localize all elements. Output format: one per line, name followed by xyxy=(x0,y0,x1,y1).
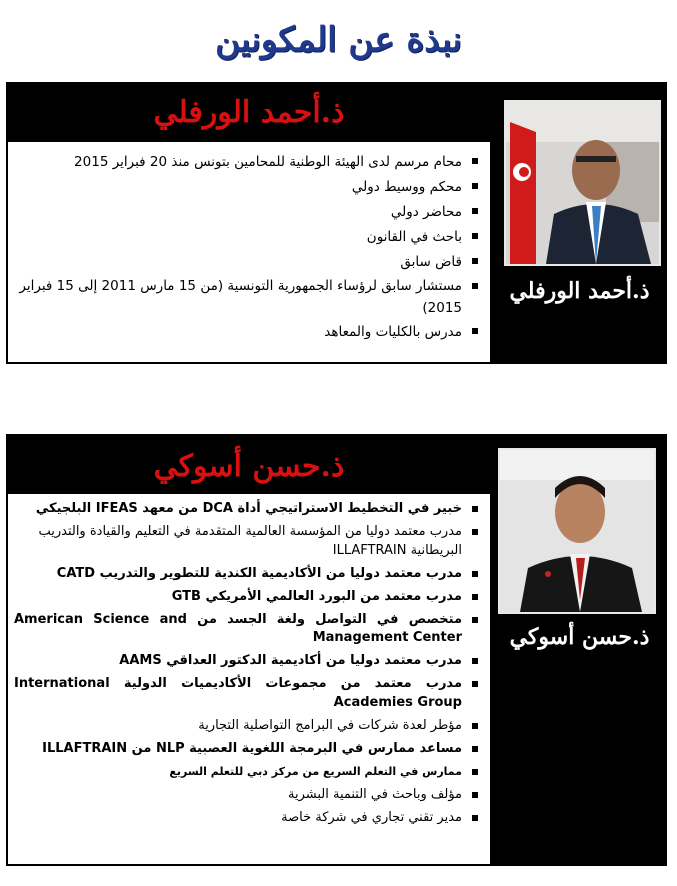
square-bullet-icon xyxy=(472,233,478,239)
list-item: مستشار سابق لرؤساء الجمهورية التونسية (من 15 مارس 2011 إلى 15 فبراير 2015) xyxy=(14,275,480,319)
square-bullet-icon xyxy=(472,183,478,189)
trainer-bio-panel xyxy=(6,434,492,866)
trainer-card xyxy=(6,434,667,866)
portrait-illustration xyxy=(506,102,659,264)
list-item: مدرب معتمد دوليا من المؤسسة العالمية المتقدمة في التعليم والقيادة والتدريب البريطانية ILLAFTRAIN xyxy=(14,523,480,560)
list-item: مدير تقني تجاري في شركة خاصة xyxy=(14,809,480,828)
list-item: مدرب معتمد من مجموعات الأكاديميات الدولية International Academies Group xyxy=(14,675,480,712)
square-bullet-icon xyxy=(472,283,478,289)
list-item: مدرب معتمد دوليا من أكاديمية الدكتور العداقي AAMS xyxy=(14,652,480,671)
list-item: محام مرسم لدى الهيئة الوطنية للمحامين بتونس منذ 20 فبراير 2015 xyxy=(14,150,480,174)
square-bullet-icon xyxy=(472,815,478,821)
trainer-photo xyxy=(498,448,656,614)
square-bullet-icon xyxy=(472,328,478,334)
square-bullet-icon xyxy=(472,617,478,623)
square-bullet-icon xyxy=(472,658,478,664)
list-item: محكم ووسيط دولي xyxy=(14,175,480,199)
page-title: نبذة عن المكونين xyxy=(215,20,462,60)
list-item: ممارس في التعلم السريع من مركز دبي للتعلم السريع xyxy=(14,763,480,782)
square-bullet-icon xyxy=(472,723,478,729)
list-item: مساعد ممارس في البرمجة اللغوية العصبية NLP من ILLAFTRAIN xyxy=(14,740,480,759)
list-item: مدرب معتمد من البورد العالمي الأمريكي GTB xyxy=(14,588,480,607)
square-bullet-icon xyxy=(472,594,478,600)
square-bullet-icon xyxy=(472,258,478,264)
list-item: مدرس بالكليات والمعاهد xyxy=(14,320,480,344)
list-item: قاض سابق xyxy=(14,250,480,274)
list-item: مؤطر لعدة شركات في البرامج التواصلية التجارية xyxy=(14,717,480,736)
square-bullet-icon xyxy=(472,506,478,512)
square-bullet-icon xyxy=(472,571,478,577)
trainer-name-header: ذ.أحمد الورفلي xyxy=(8,84,490,142)
trainer-photo-caption: ذ.أحمد الورفلي xyxy=(509,278,650,304)
trainer-bio-panel xyxy=(6,82,492,364)
list-item: باحث في القانون xyxy=(14,225,480,249)
trainer-bio-list xyxy=(14,150,480,345)
trainer-photo-panel xyxy=(492,82,667,364)
square-bullet-icon xyxy=(472,681,478,687)
list-item: مدرب معتمد دوليا من الأكاديمية الكندية للتطوير والتدريب CATD xyxy=(14,565,480,584)
portrait-illustration xyxy=(500,450,654,612)
trainer-photo-caption: ذ.حسن أسوكي xyxy=(509,624,650,650)
square-bullet-icon xyxy=(472,208,478,214)
list-item: متخصص في التواصل ولغة الجسد من American Science and Management Center xyxy=(14,611,480,648)
trainer-name-header: ذ.حسن أسوكي xyxy=(8,436,490,494)
list-item: مؤلف وباحث في التنمية البشرية xyxy=(14,786,480,805)
square-bullet-icon xyxy=(472,529,478,535)
square-bullet-icon xyxy=(472,746,478,752)
list-item: محاضر دولي xyxy=(14,200,480,224)
trainer-photo-panel xyxy=(492,434,667,866)
square-bullet-icon xyxy=(472,769,478,775)
square-bullet-icon xyxy=(472,158,478,164)
trainer-photo xyxy=(504,100,661,266)
square-bullet-icon xyxy=(472,792,478,798)
trainer-card xyxy=(6,82,667,364)
list-item: خبير في التخطيط الاستراتيجي أداة DCA من معهد IFEAS البلجيكي xyxy=(14,500,480,519)
trainer-bio-list xyxy=(14,500,480,832)
